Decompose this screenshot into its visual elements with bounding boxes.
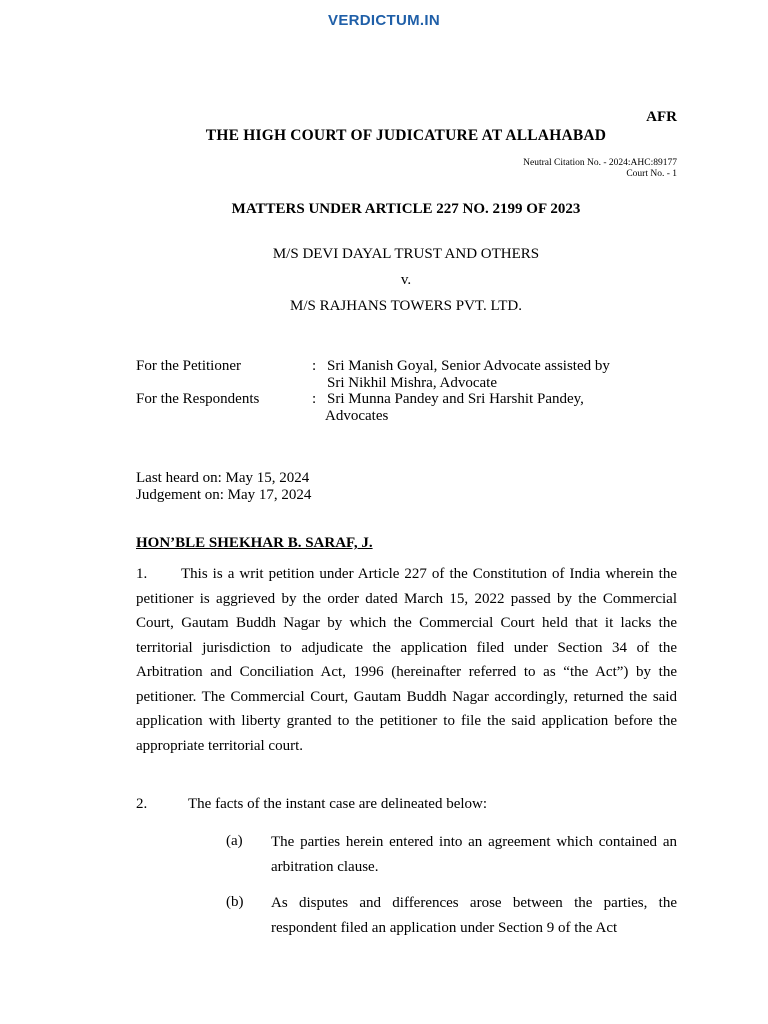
afr-marker: AFR <box>646 109 677 125</box>
counsel-line: Sri Nikhil Mishra, Advocate <box>327 375 497 391</box>
counsel-line: Sri Manish Goyal, Senior Advocate assisted by <box>327 358 610 374</box>
paragraph-text: The facts of the instant case are delineated below: <box>188 796 488 812</box>
sub-item-text-b: As disputes and differences arose between the parties, the respondent filed an application under Section 9 of the Act <box>271 895 677 936</box>
neutral-citation: Neutral Citation No. - 2024:AHC:89177 <box>523 158 677 168</box>
court-title: THE HIGH COURT OF JUDICATURE AT ALLAHABAD <box>205 127 607 144</box>
sub-item-label-a: (a) <box>226 833 243 849</box>
counsel-petitioner <box>327 358 610 392</box>
court-number: Court No. - 1 <box>626 169 677 179</box>
sub-item-label-b: (b) <box>226 894 244 910</box>
paragraph-2 <box>136 796 487 813</box>
paragraph-text: This is a writ petition under Article 227 of the Constitution of India wherein the petitioner is aggrieved by the order dated March 15, 2022 passed by the Commercial Court, Gautam Buddh Nagar by which the Commercial Court held that it lacks the territorial jurisdiction to adjudicate the application filed under Section 34 of the Arbitration and Conciliation Act, 1996 (hereinafter referred to as “the Act”) by the petitioner. The Commercial Court, Gautam Buddh Nagar accordingly, returned the said application with liberty granted to the petitioner to file the said application before the appropriate territorial court. <box>136 566 677 754</box>
citation-block <box>523 158 677 180</box>
judge-name: HON’BLE SHEKHAR B. SARAF, J. <box>136 535 373 551</box>
sub-item-text-a: The parties herein entered into an agreement which contained an arbitration clause. <box>271 834 677 875</box>
paragraph-number: 2. <box>136 796 148 812</box>
counsel-line: Sri Munna Pandey and Sri Harshit Pandey, <box>327 391 584 407</box>
paragraph-number: 1. <box>136 566 148 582</box>
last-heard-date: Last heard on: May 15, 2024 <box>136 470 310 486</box>
counsel-colon-petitioner: : <box>312 358 317 374</box>
hearing-dates <box>136 470 311 504</box>
counsel-line: Advocates <box>325 408 389 424</box>
case-number: MATTERS UNDER ARTICLE 227 NO. 2199 OF 2023 <box>231 201 581 217</box>
judgement-date: Judgement on: May 17, 2024 <box>136 487 312 503</box>
petitioner-name: M/S DEVI DAYAL TRUST AND OTHERS <box>272 246 540 262</box>
watermark-header: VERDICTUM.IN <box>328 12 440 29</box>
counsel-label-petitioner: For the Petitioner <box>136 358 241 374</box>
versus-marker: v. <box>400 272 412 288</box>
counsel-respondents <box>325 391 584 425</box>
counsel-label-respondents: For the Respondents <box>136 391 260 407</box>
respondent-name: M/S RAJHANS TOWERS PVT. LTD. <box>290 298 522 314</box>
paragraph-1 <box>136 562 677 758</box>
counsel-colon-respondents: : <box>312 391 317 407</box>
